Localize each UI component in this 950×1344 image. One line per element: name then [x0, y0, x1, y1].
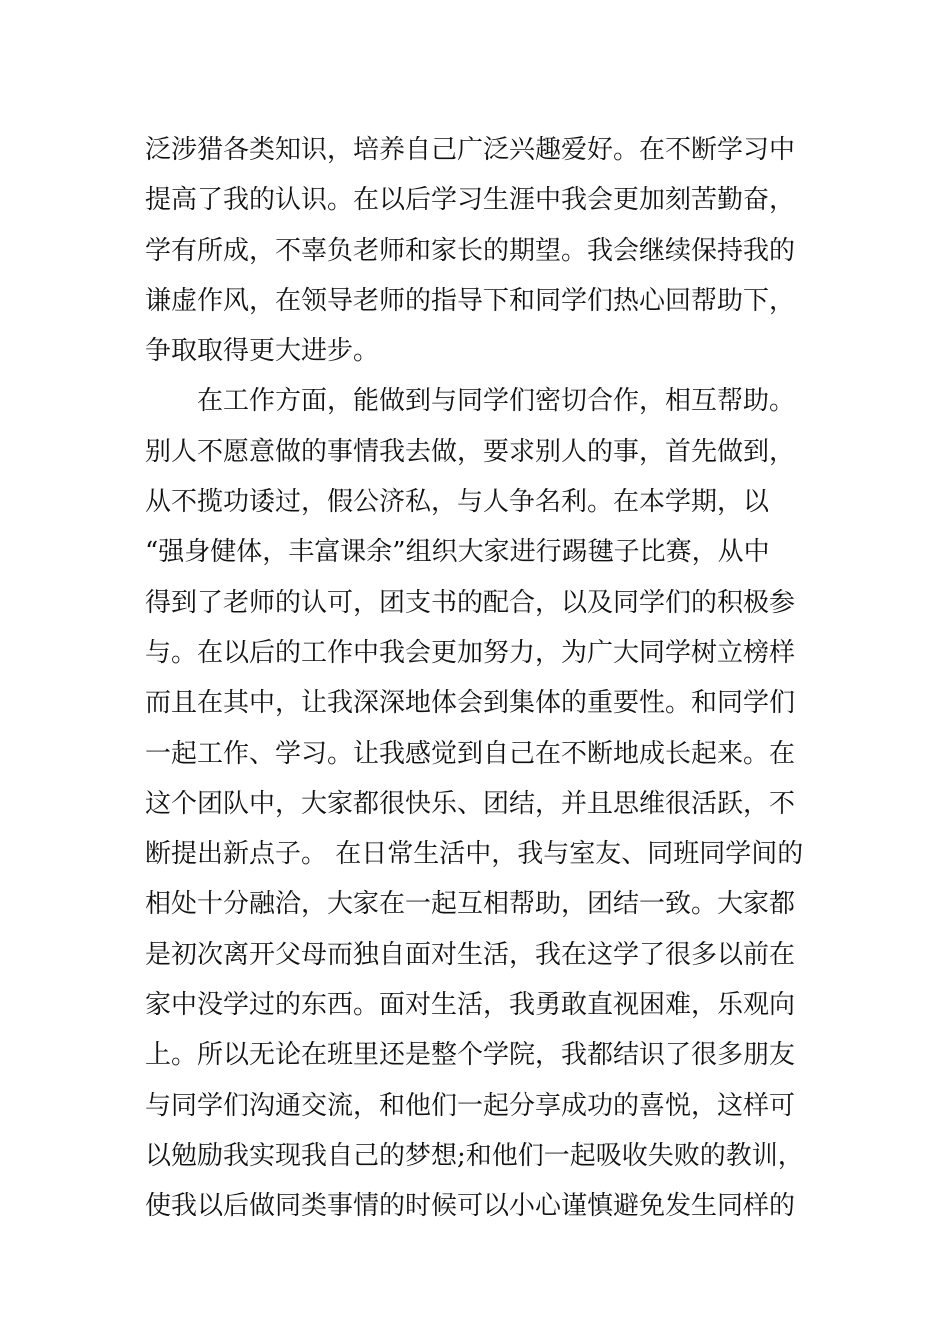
- text-line: 上。所以无论在班里还是整个学院，我都结识了很多朋友: [145, 1040, 796, 1071]
- text-line: 家中没学过的东西。面对生活，我勇敢直视困难，乐观向: [145, 990, 796, 1021]
- text-line: “强身健体，丰富课余”组织大家进行踢毽子比赛，从中: [145, 537, 770, 568]
- text-line: 这个团队中，大家都很快乐、团结，并且思维很活跃，不: [145, 788, 796, 819]
- text-line: 泛涉猎各类知识，培养自己广泛兴趣爱好。在不断学习中: [145, 135, 796, 165]
- text-line: 得到了老师的认可，团支书的配合，以及同学们的积极参: [145, 587, 796, 618]
- text-line: 使我以后做同类事情的时候可以小心谨慎避免发生同样的: [145, 1191, 796, 1222]
- text-line: 别人不愿意做的事情我去做，要求别人的事，首先做到，: [145, 436, 796, 467]
- text-line: 提高了我的认识。在以后学习生涯中我会更加刻苦勤奋，: [145, 185, 796, 216]
- text-line: 断提出新点子。 在日常生活中，我与室友、同班同学间的: [145, 839, 804, 870]
- text-line: 一起工作、学习。让我感觉到自己在不断地成长起来。在: [145, 738, 796, 769]
- text-line: 与。在以后的工作中我会更加努力，为广大同学树立榜样: [145, 637, 796, 668]
- text-line: 学有所成，不辜负老师和家长的期望。我会继续保持我的: [145, 235, 796, 266]
- text-line: 从不揽功诿过，假公济私，与人争名利。在本学期，以: [145, 487, 770, 518]
- paragraph-start-line: 在工作方面，能做到与同学们密切合作，相互帮助。: [197, 386, 796, 417]
- text-line: 是初次离开父母而独自面对生活，我在这学了很多以前在: [145, 939, 796, 970]
- text-line: 而且在其中，让我深深地体会到集体的重要性。和同学们: [145, 688, 796, 719]
- body-text: [145, 125, 815, 1232]
- text-line: 与同学们沟通交流，和他们一起分享成功的喜悦，这样可: [145, 1090, 796, 1121]
- text-line: 相处十分融洽，大家在一起互相帮助，团结一致。大家都: [145, 889, 796, 920]
- text-line: 谦虚作风，在领导老师的指导下和同学们热心回帮助下，: [145, 285, 796, 316]
- text-line: 以勉励我实现我自己的梦想;和他们一起吸收失败的教训，: [145, 1140, 804, 1171]
- text-line: 争取取得更大进步。: [145, 336, 380, 367]
